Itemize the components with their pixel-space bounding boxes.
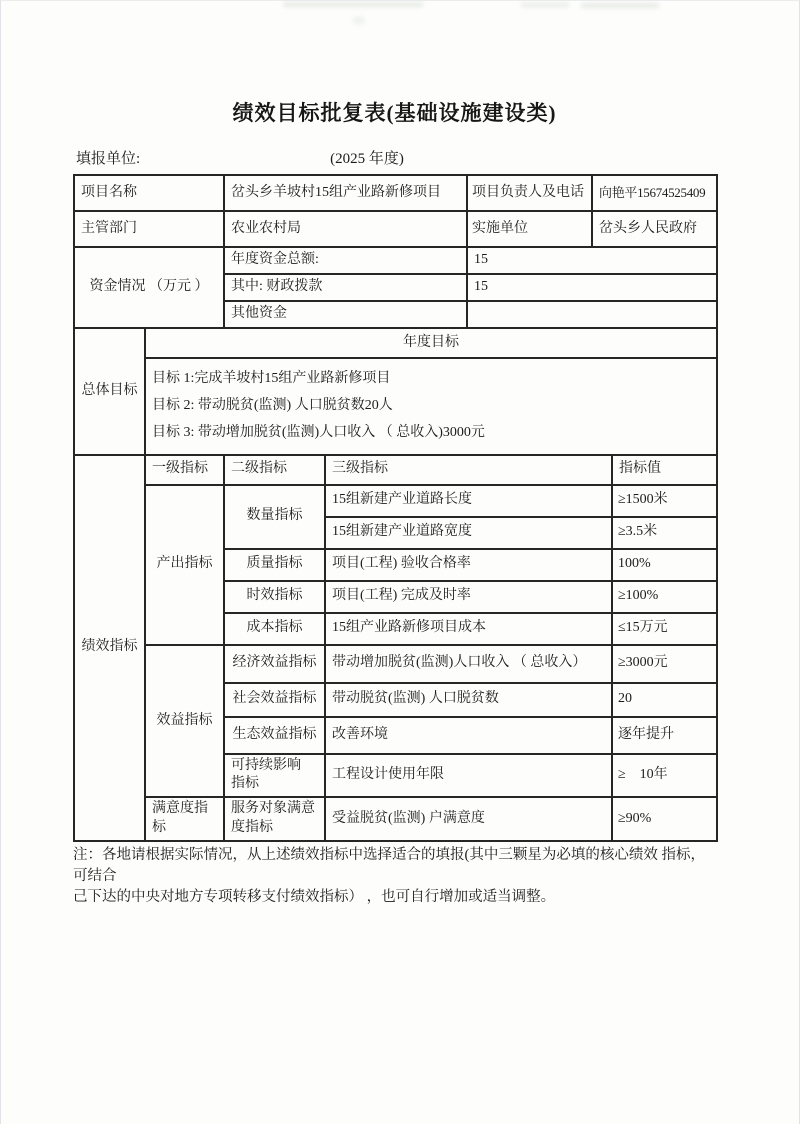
impl-unit-value: 岔头乡人民政府 <box>592 211 717 247</box>
level1-satisfaction: 满意度指标 <box>145 797 224 841</box>
header-level3: 三级指标 <box>325 455 612 485</box>
indicator-name: 项目(工程) 验收合格率 <box>325 549 612 581</box>
indicator-name: 15组产业路新修项目成本 <box>325 613 612 645</box>
indicator-name: 带动增加脱贫(监测)人口收入 （ 总收入） <box>325 645 612 683</box>
indicator-value: 100% <box>612 549 717 581</box>
indicator-value: ≥3.5米 <box>612 517 717 549</box>
indicator-name: 带动脱贫(监测) 人口脱贫数 <box>325 683 612 717</box>
indicator-value: 逐年提升 <box>612 717 717 754</box>
overall-goal-label: 总体目标 <box>74 328 145 455</box>
table-row <box>74 645 717 683</box>
subheader-row <box>73 147 716 171</box>
level2-cost: 成本指标 <box>224 613 325 645</box>
level2-timeliness: 时效指标 <box>224 581 325 613</box>
year-label: (2025 年度) <box>330 151 404 167</box>
level2-quality: 质量指标 <box>224 549 325 581</box>
level2-quantity: 数量指标 <box>224 485 325 549</box>
project-name-value: 岔头乡羊坡村15组产业路新修项目 <box>224 175 467 211</box>
indicator-name: 工程设计使用年限 <box>325 754 612 798</box>
manager-label: 项目负责人及电话 <box>467 175 592 211</box>
table-row <box>74 797 717 841</box>
table-row <box>74 455 717 485</box>
dept-value: 农业农村局 <box>224 211 467 247</box>
level2-sustainability: 可持续影响 指标 <box>224 754 325 798</box>
scan-artifact <box>581 3 659 8</box>
funding-other-value <box>467 301 717 328</box>
indicator-name: 受益脱贫(监测) 户满意度 <box>325 797 612 841</box>
funding-fiscal-value: 15 <box>467 274 717 301</box>
header-value: 指标值 <box>612 455 717 485</box>
header-level2: 二级指标 <box>224 455 325 485</box>
indicator-value: ≥100% <box>612 581 717 613</box>
table-row <box>74 175 717 211</box>
footnote-line: 己下达的中央对地方专项转移支付绩效指标） ，也可自行增加或适当调整。 <box>73 889 556 906</box>
document-title: 绩效目标批复表(基础设施建设类) <box>232 101 557 125</box>
fill-unit-label: 填报单位: <box>76 151 141 167</box>
document-content <box>73 97 716 908</box>
table-row <box>74 328 717 358</box>
performance-target-table <box>73 174 718 842</box>
scan-artifact <box>283 2 423 7</box>
impl-unit-label: 实施单位 <box>467 211 592 247</box>
goal-line: 目标 3: 带动增加脱贫(监测)人口收入 （ 总收入)3000元 <box>152 425 485 441</box>
table-row <box>74 247 717 274</box>
indicator-name: 项目(工程) 完成及时率 <box>325 581 612 613</box>
table-row <box>74 358 717 455</box>
table-row <box>74 485 717 517</box>
footnote <box>73 845 716 908</box>
indicator-value: ≥90% <box>612 797 717 841</box>
manager-value: 向艳平15674525409 <box>592 175 717 211</box>
funding-fiscal-label: 其中: 财政拨款 <box>224 274 467 301</box>
level2-social: 社会效益指标 <box>224 683 325 717</box>
indicator-name: 15组新建产业道路宽度 <box>325 517 612 549</box>
funding-total-label: 年度资金总额: <box>224 247 467 274</box>
indicator-name: 15组新建产业道路长度 <box>325 485 612 517</box>
dept-label: 主管部门 <box>74 211 224 247</box>
indicator-value: 20 <box>612 683 717 717</box>
indicator-value: ≥3000元 <box>612 645 717 683</box>
table-row <box>74 211 717 247</box>
funding-total-value: 15 <box>467 247 717 274</box>
indicator-value: ≥ 10年 <box>612 754 717 798</box>
level2-economic: 经济效益指标 <box>224 645 325 683</box>
funding-section-label: 资金情况 （万元 ） <box>74 247 224 328</box>
scan-artifact <box>521 3 569 7</box>
footnote-line: 注：各地请根据实际情况，从上述绩效指标中选择适合的填报(其中三颗星为必填的核心绩效 指标，可结合 <box>73 847 705 885</box>
header-level1: 一级指标 <box>145 455 224 485</box>
indicator-value: ≥1500米 <box>612 485 717 517</box>
indicator-name: 改善环境 <box>325 717 612 754</box>
goal-line: 目标 2: 带动脱贫(监测) 人口脱贫数20人 <box>152 398 393 414</box>
level2-service-satisfaction: 服务对象满意度指标 <box>224 797 325 841</box>
annual-goal-header: 年度目标 <box>145 328 717 358</box>
indicators-section-label: 绩效指标 <box>74 455 145 842</box>
project-name-label: 项目名称 <box>74 175 224 211</box>
level2-ecological: 生态效益指标 <box>224 717 325 754</box>
goal-line: 目标 1:完成羊坡村15组产业路新修项目 <box>152 371 391 386</box>
level1-benefit: 效益指标 <box>145 645 224 798</box>
annual-goal-content <box>145 358 717 455</box>
indicator-value: ≤15万元 <box>612 613 717 645</box>
funding-other-label: 其他资金 <box>224 301 467 328</box>
scan-artifact <box>353 17 365 24</box>
level1-output: 产出指标 <box>145 485 224 645</box>
